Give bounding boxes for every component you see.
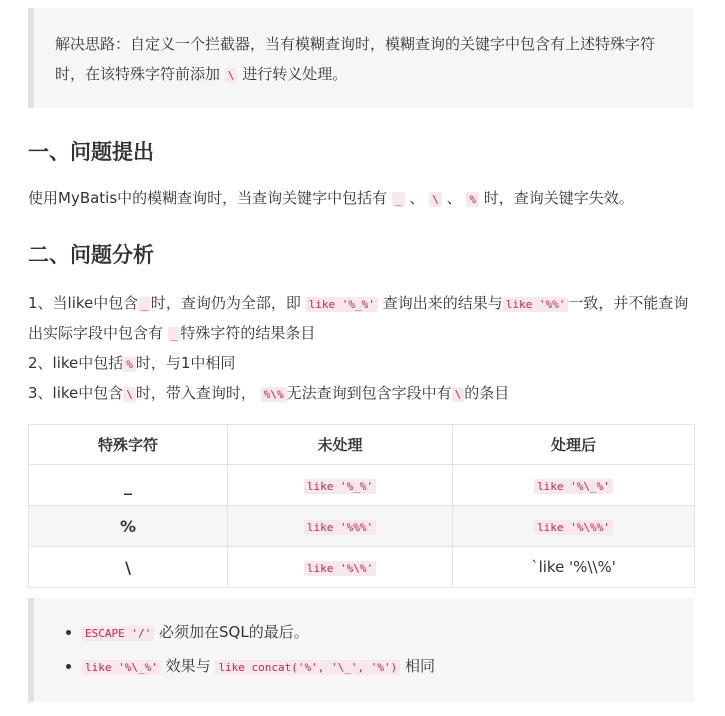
list-text: 效果与 [165,657,211,675]
table-cell [228,547,453,588]
list-text: 时，查询仍为全部，即 [150,294,301,312]
escape-table [28,424,695,588]
problem-paragraph [28,183,698,215]
inline-code: like concat('%', '\_', '%') [215,660,400,675]
inline-code: _ [168,327,181,342]
table-cell [453,506,695,547]
inline-code: like '%\%' [304,561,376,576]
table-cell: % [29,506,228,547]
analysis-list [28,289,698,409]
table-cell: \ [29,547,228,588]
inline-code: \ [123,387,136,402]
list-text: 1、当like中包含 [28,294,139,312]
table-header: 未处理 [228,425,453,465]
inline-code: % [123,357,136,372]
list-text: 2、like中包括 [28,354,124,372]
list-text: 时，带入查询时， [135,384,256,402]
list-text: 相同 [405,657,436,675]
table-row [29,465,695,506]
paragraph-text: 时，查询关键字失效。 [483,189,634,207]
section-heading-analysis: 二、问题分析 [28,243,154,267]
inline-code: like '%\_%' [534,479,613,494]
list-item [28,349,698,379]
list-text: 的条目 [464,384,510,402]
section-heading-problem: 一、问题提出 [28,140,154,164]
list-text: 3、like中包含 [28,384,124,402]
notes-blockquote [28,598,694,702]
list-item [82,650,674,684]
inline-code: like '%%%' [304,520,376,535]
list-item [28,379,698,409]
table-cell [228,465,453,506]
table-row [29,547,695,588]
list-text: 查询出来的结果与 [382,294,503,312]
solution-text-end: 进行转义处理。 [242,65,348,83]
list-text: 无法查询到包含字段中有 [286,384,452,402]
inline-code: % [466,192,479,207]
table-cell: `like '%\\%' [453,547,695,588]
inline-code: like '%\%%' [534,520,613,535]
inline-code: like '%%' [503,297,569,312]
inline-code: like '%_%' [304,479,376,494]
inline-code: ESCAPE '/' [82,626,154,641]
inline-code: _ [138,297,151,312]
inline-code: \ [429,192,442,207]
list-item [82,616,674,650]
table-header: 处理后 [453,425,695,465]
list-text: 特殊字符的结果条目 [180,324,316,342]
table-cell: _ [29,465,228,506]
solution-text: 解决思路：自定义一个拦截器，当有模糊查询时，模糊查询的关键字中包含有上述特殊字符时，在该特殊字符前添加 [55,35,656,83]
separator: 、 [446,189,462,207]
table-header-row [29,425,695,465]
solution-blockquote [28,8,694,108]
list-text: 时，与1中相同 [135,354,236,372]
list-text: 必须加在SQL的最后。 [159,623,309,641]
list-item [28,289,698,349]
inline-code: _ [392,192,405,207]
inline-code: \ [225,68,238,83]
notes-list [54,616,674,684]
table-cell [228,506,453,547]
separator: 、 [409,189,425,207]
paragraph-text: 使用MyBatis中的模糊查询时，当查询关键字中包括有 [28,189,388,207]
inline-code: like '%\_%' [82,660,161,675]
table-header: 特殊字符 [29,425,228,465]
inline-code: %\% [261,387,287,402]
inline-code: \ [452,387,465,402]
inline-code: like '%_%' [306,297,378,312]
table-cell [453,465,695,506]
table-row [29,506,695,547]
list-text: 一致，并不能查询出实际字段中包含有 [28,294,689,342]
